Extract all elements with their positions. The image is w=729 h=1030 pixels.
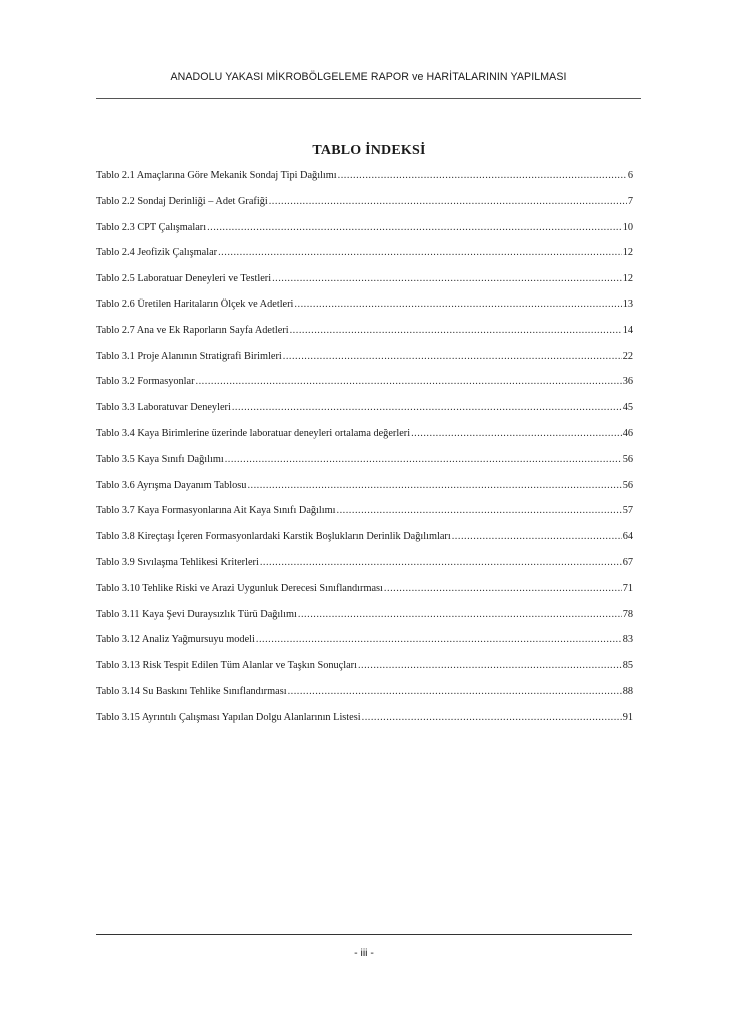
page-title: TABLO İNDEKSİ: [312, 143, 426, 158]
toc-entry-page-number: 91: [622, 711, 633, 723]
toc-entry[interactable]: [96, 351, 633, 377]
toc-dot-leader: [362, 712, 622, 723]
toc-dot-leader: [196, 376, 622, 387]
toc-entry-label: Tablo 2.6 Üretilen Haritaların Ölçek ve Adetleri: [96, 298, 294, 310]
toc-entry[interactable]: [96, 454, 633, 480]
toc-dot-leader: [232, 402, 622, 413]
toc-entry-page-number: 12: [622, 247, 633, 259]
toc-dot-leader: [452, 531, 622, 542]
toc-entry-label: Tablo 3.8 Kireçtaşı İçeren Formasyonlardaki Karstik Boşlukların Derinlik Dağılımları: [96, 531, 451, 543]
toc-entry-page-number: 12: [622, 273, 633, 285]
toc-entry-page-number: 56: [622, 479, 633, 491]
toc-entry-page-number: 22: [622, 350, 633, 362]
toc-entry-label: Tablo 3.10 Tehlike Riski ve Arazi Uygunluk Derecesi Sınıflandırması: [96, 582, 383, 594]
page-number: - iii -: [354, 947, 374, 959]
toc-entry[interactable]: [96, 583, 633, 609]
toc-entry-page-number: 78: [622, 608, 633, 620]
toc-dot-leader: [269, 196, 627, 207]
toc-dot-leader: [207, 222, 622, 233]
table-index-list: [96, 170, 633, 738]
toc-entry-page-number: 14: [622, 324, 633, 336]
toc-dot-leader: [288, 686, 622, 697]
toc-entry-label: Tablo 3.12 Analiz Yağmursuyu modeli: [96, 634, 255, 646]
toc-dot-leader: [225, 454, 622, 465]
toc-entry-label: Tablo 3.7 Kaya Formasyonlarına Ait Kaya Sınıfı Dağılımı: [96, 505, 336, 517]
toc-entry[interactable]: [96, 428, 633, 454]
toc-entry-page-number: 56: [622, 453, 633, 465]
toc-dot-leader: [256, 634, 622, 645]
toc-entry[interactable]: [96, 634, 633, 660]
toc-entry[interactable]: [96, 247, 633, 273]
toc-entry-label: Tablo 3.14 Su Baskını Tehlike Sınıflandırması: [96, 685, 287, 697]
toc-entry[interactable]: [96, 376, 633, 402]
toc-entry-page-number: 67: [622, 556, 633, 568]
toc-dot-leader: [290, 325, 622, 336]
toc-entry-page-number: 13: [622, 298, 633, 310]
toc-entry[interactable]: [96, 660, 633, 686]
toc-entry[interactable]: [96, 299, 633, 325]
toc-entry[interactable]: [96, 609, 633, 635]
toc-entry-label: Tablo 3.1 Proje Alanının Stratigrafi Birimleri: [96, 350, 282, 362]
toc-dot-leader: [247, 480, 621, 491]
toc-entry-page-number: 36: [622, 376, 633, 388]
toc-dot-leader: [283, 351, 622, 362]
toc-entry-label: Tablo 3.9 Sıvılaşma Tehlikesi Kriterleri: [96, 556, 259, 568]
toc-entry-label: Tablo 2.2 Sondaj Derinliği – Adet Grafiği: [96, 195, 268, 207]
toc-entry-page-number: 7: [627, 195, 633, 207]
toc-entry[interactable]: [96, 196, 633, 222]
toc-entry[interactable]: [96, 170, 633, 196]
running-header: ANADOLU YAKASI MİKROBÖLGELEME RAPOR ve HARİTALARININ YAPILMASI: [170, 71, 567, 83]
toc-entry-page-number: 46: [622, 427, 633, 439]
toc-entry[interactable]: [96, 325, 633, 351]
toc-entry[interactable]: [96, 222, 633, 248]
toc-dot-leader: [384, 583, 622, 594]
toc-entry-label: Tablo 3.4 Kaya Birimlerine üzerinde laboratuar deneyleri ortalama değerleri: [96, 427, 411, 439]
toc-entry-page-number: 85: [622, 660, 633, 672]
toc-entry-label: Tablo 2.4 Jeofizik Çalışmalar: [96, 247, 218, 259]
toc-dot-leader: [260, 557, 622, 568]
toc-entry-label: Tablo 3.15 Ayrıntılı Çalışması Yapılan Dolgu Alanlarının Listesi: [96, 711, 361, 723]
toc-entry-label: Tablo 2.3 CPT Çalışmaları: [96, 221, 207, 233]
toc-dot-leader: [272, 273, 622, 284]
toc-entry-page-number: 88: [622, 685, 633, 697]
toc-entry-label: Tablo 3.11 Kaya Şevi Duraysızlık Türü Dağılımı: [96, 608, 297, 620]
toc-dot-leader: [411, 428, 622, 439]
toc-dot-leader: [338, 170, 627, 181]
toc-dot-leader: [294, 299, 621, 310]
toc-entry[interactable]: [96, 402, 633, 428]
toc-entry-label: Tablo 3.6 Ayrışma Dayanım Tablosu: [96, 479, 247, 491]
toc-entry[interactable]: [96, 686, 633, 712]
toc-entry[interactable]: [96, 505, 633, 531]
toc-entry-page-number: 71: [622, 582, 633, 594]
toc-entry[interactable]: [96, 531, 633, 557]
toc-entry[interactable]: [96, 480, 633, 506]
footer-divider: [96, 934, 632, 935]
toc-entry-page-number: 6: [627, 170, 633, 181]
toc-entry-page-number: 57: [622, 505, 633, 517]
toc-entry-page-number: 10: [622, 221, 633, 233]
toc-dot-leader: [337, 505, 622, 516]
toc-entry-label: Tablo 3.3 Laboratuvar Deneyleri: [96, 402, 231, 414]
toc-entry-label: Tablo 3.2 Formasyonlar: [96, 376, 195, 388]
toc-dot-leader: [298, 609, 622, 620]
toc-dot-leader: [218, 247, 622, 258]
header-divider: [96, 98, 641, 99]
toc-entry-label: Tablo 2.5 Laboratuar Deneyleri ve Testleri: [96, 273, 272, 285]
toc-dot-leader: [358, 660, 622, 671]
toc-entry[interactable]: [96, 712, 633, 738]
toc-entry-page-number: 83: [622, 634, 633, 646]
toc-entry[interactable]: [96, 273, 633, 299]
toc-entry-label: Tablo 3.5 Kaya Sınıfı Dağılımı: [96, 453, 224, 465]
toc-entry-page-number: 64: [622, 531, 633, 543]
toc-entry-label: Tablo 3.13 Risk Tespit Edilen Tüm Alanlar ve Taşkın Sonuçları: [96, 660, 357, 672]
toc-entry-label: Tablo 2.7 Ana ve Ek Raporların Sayfa Adetleri: [96, 324, 289, 336]
toc-entry[interactable]: [96, 557, 633, 583]
toc-entry-label: Tablo 2.1 Amaçlarına Göre Mekanik Sondaj Tipi Dağılımı: [96, 170, 337, 181]
toc-entry-page-number: 45: [622, 402, 633, 414]
